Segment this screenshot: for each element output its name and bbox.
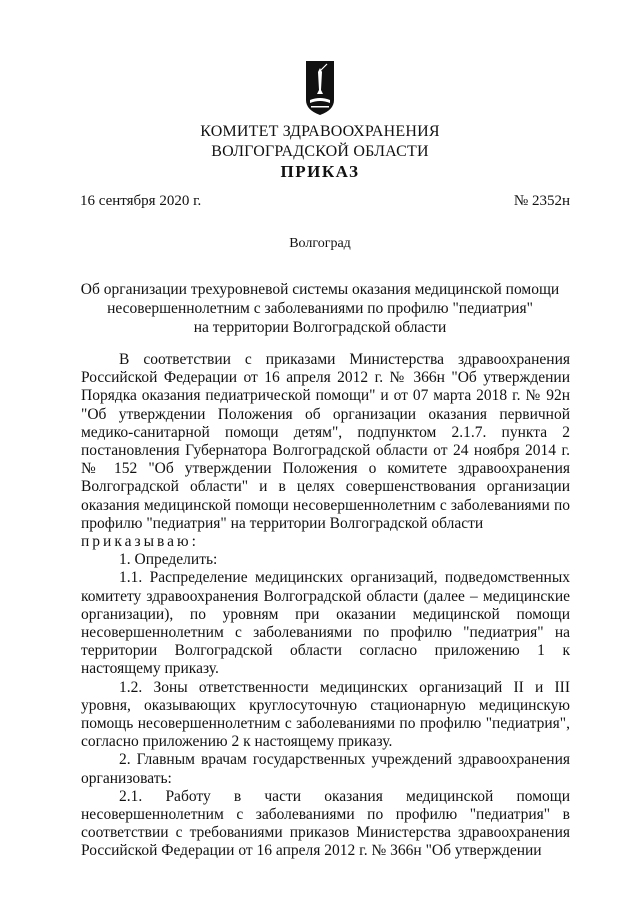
document-type: ПРИКАЗ bbox=[280, 162, 360, 181]
subject-line-3: на территории Волгоградской области bbox=[193, 319, 447, 336]
organization-name bbox=[0, 122, 640, 162]
clause-1-2: 1.2. Зоны ответственности медицинских организаций II и III уровня, оказывающих круглосуточную стационарную медицинскую помощь несовершеннолетним с заболеваниями по профилю "педиатрия", согласно приложению 2 к настоящему приказу. bbox=[81, 678, 570, 751]
org-line-1: КОМИТЕТ ЗДРАВООХРАНЕНИЯ bbox=[200, 123, 440, 140]
clause-2-1: 2.1. Работу в части оказания медицинской помощи несовершеннолетним с заболеваниями по профилю "педиатрия" в соответствии с требованиями приказов Министерства здравоохранения Российской Федерации от 16 апреля 2012 г. № 366н "Об утверждении bbox=[81, 787, 570, 860]
order-date: 16 сентября 2020 г. bbox=[80, 193, 202, 209]
subject-line-2: несовершеннолетним с заболеваниями по профилю "педиатрия" bbox=[107, 300, 533, 317]
subject-line-1: Об организации трехуровневой системы оказания медицинской помощи bbox=[80, 281, 560, 298]
order-number: № 2352н bbox=[513, 193, 570, 209]
volgograd-coat-of-arms-icon bbox=[305, 60, 335, 116]
preamble-paragraph: В соответствии с приказами Министерства здравоохранения Российской Федерации от 16 апреля 2012 г. № 366н "Об утверждении Порядка оказания педиатрической помощи" и от 07 марта 2018 г. № 92н "Об утверждении Положения об организации оказания первичной медико-санитарной помощи детям", подпунктом 2.1.7. пункта 2 постановления Губернатора Волгоградской области от 24 ноября 2014 г. № 152 "Об утверждении Положения о комитете здравоохранения Волгоградской области" и в целях совершенствования организации оказания медицинской помощи несовершеннолетним с заболеваниями по профилю "педиатрия" на территории Волгоградской области bbox=[81, 351, 570, 532]
clause-1: 1. Определить: bbox=[119, 551, 218, 569]
order-body bbox=[81, 351, 570, 861]
clause-1-1: 1.1. Распределение медицинских организаций, подведомственных комитету здравоохранения Волгоградской области (далее – медицинские организации), по уровням при оказании медицинской помощи несовершеннолетним с заболеваниями по профилю "педиатрия" на территории Волгоградской области согласно приложению 1 к настоящему приказу. bbox=[81, 569, 570, 678]
org-line-2: ВОЛГОГРАДСКОЙ ОБЛАСТИ bbox=[211, 143, 429, 160]
city: Волгоград bbox=[289, 236, 351, 251]
order-subject bbox=[70, 280, 570, 337]
order-word: приказываю: bbox=[81, 533, 199, 551]
clause-2: 2. Главным врачам государственных учреждений здравоохранения организовать: bbox=[81, 751, 570, 787]
